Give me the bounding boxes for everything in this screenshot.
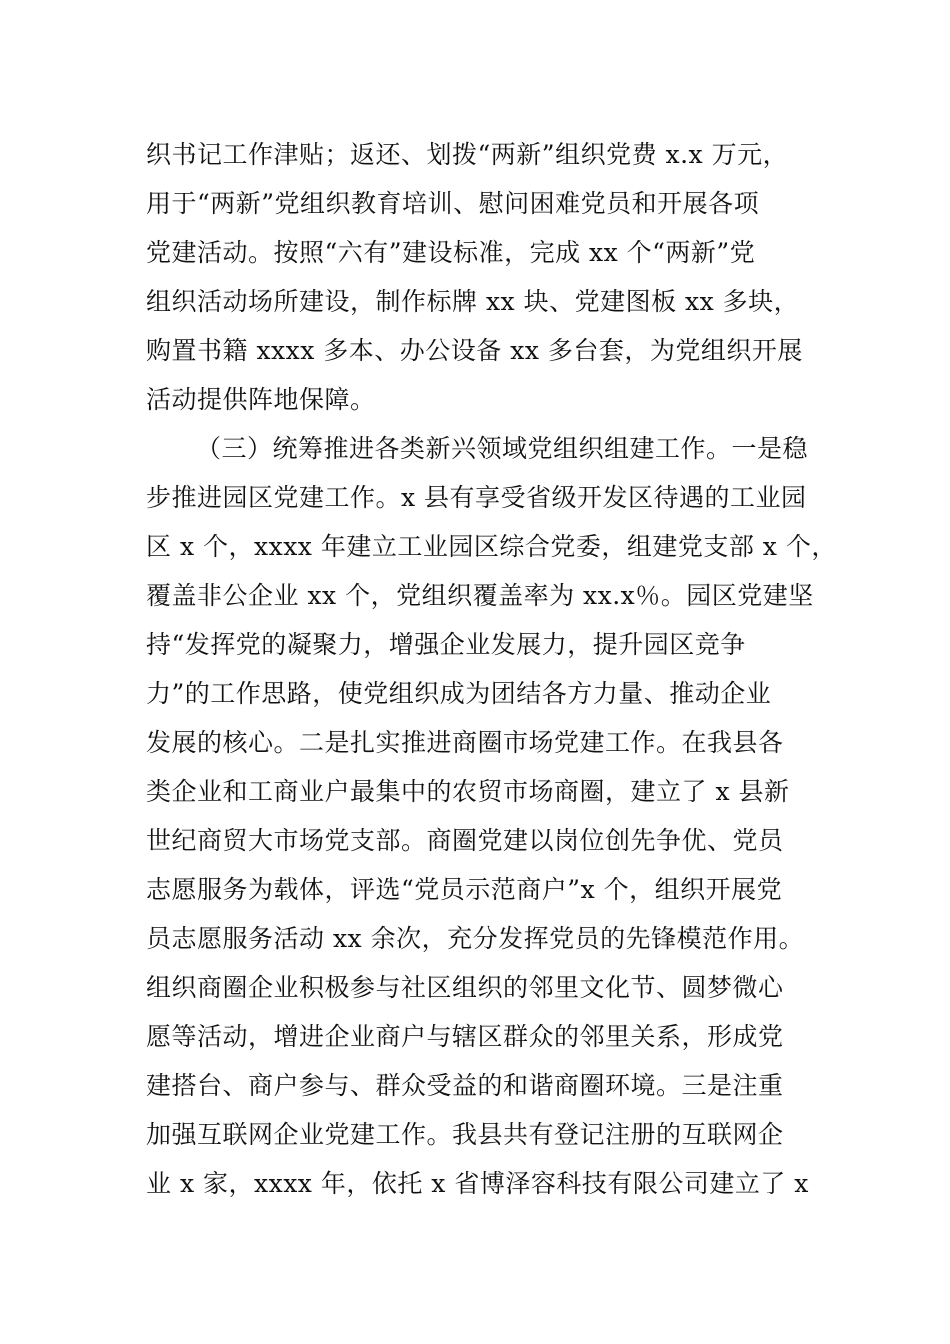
- text-line-18: 组织商圈企业积极参与社区组织的邻里文化节、圆梦微心: [146, 973, 784, 1002]
- text-line-5: 购置书籍 xxxx 多本、办公设备 xx 多台套，为党组织开展: [146, 336, 803, 365]
- text-line-15: 世纪商贸大市场党支部。商圈党建以岗位创先争优、党员: [146, 826, 784, 855]
- text-line-17: 员志愿服务活动 xx 余次，充分发挥党员的先锋模范作用。: [146, 924, 805, 953]
- text-line-3: 党建活动。按照“六有”建设标准，完成 xx 个“两新”党: [146, 238, 756, 267]
- text-line-12: 力”的工作思路，使党组织成为团结各方力量、推动企业: [146, 679, 772, 708]
- text-line-9: 区 x 个，xxxx 年建立工业园区综合党委，组建党支部 x 个，: [146, 532, 837, 561]
- text-line-20: 建搭台、商户参与、群众受益的和谐商圈环境。三是注重: [146, 1071, 784, 1100]
- text-line-4: 组织活动场所建设，制作标牌 xx 块、党建图板 xx 多块，: [146, 287, 800, 316]
- text-line-11: 持“发挥党的凝聚力，增强企业发展力，提升园区竞争: [146, 630, 746, 659]
- text-line-13: 发展的核心。二是扎实推进商圈市场党建工作。在我县各: [146, 728, 784, 757]
- body-text: [146, 130, 837, 1208]
- text-line-10: 覆盖非公企业 xx 个，党组织覆盖率为 xx.x％。园区党建坚: [146, 581, 814, 610]
- text-line-22: 业 x 家，xxxx 年，依托 x 省博泽容科技有限公司建立了 x: [146, 1169, 809, 1198]
- text-line-1: 织书记工作津贴；返还、划拨“两新”组织党费 x.x 万元，: [146, 140, 789, 169]
- text-line-8: 步推进园区党建工作。x 县有享受省级开发区待遇的工业园: [146, 483, 807, 512]
- text-line-19: 愿等活动，增进企业商户与辖区群众的邻里关系，形成党: [146, 1022, 784, 1051]
- text-line-16: 志愿服务为载体，评选“党员示范商户”x 个，组织开展党: [146, 875, 783, 904]
- text-line-6: 活动提供阵地保障。: [146, 385, 376, 414]
- text-line-2: 用于“两新”党组织教育培训、慰问困难党员和开展各项: [146, 189, 760, 218]
- text-line-21: 加强互联网企业党建工作。我县共有登记注册的互联网企: [146, 1120, 784, 1149]
- text-line-14: 类企业和工商业户最集中的农贸市场商圈，建立了 x 县新: [146, 777, 790, 806]
- section-heading-line: （三）统筹推进各类新兴领域党组织组建工作。一是稳: [196, 434, 809, 463]
